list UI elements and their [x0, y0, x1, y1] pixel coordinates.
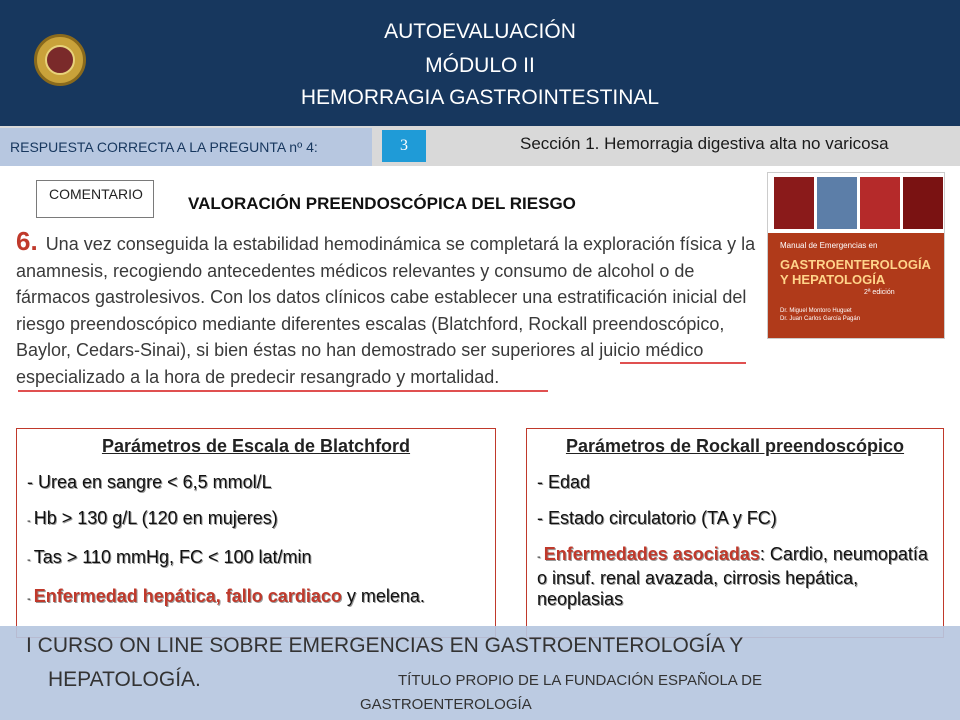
cover-photo — [903, 177, 943, 229]
page-title: VALORACIÓN PREENDOSCÓPICA DEL RIESGO — [188, 194, 576, 213]
list-item: - Hb > 130 g/L (120 en mujeres) — [27, 508, 278, 528]
comment-button[interactable]: COMENTARIO — [36, 180, 154, 218]
blatchford-title: Parámetros de Escala de Blatchford — [101, 436, 411, 456]
list-item: - Enfermedades asociadas: Cardio, neumopatía o insuf. renal avazada, cirrosis hepática, neoplasias — [537, 544, 928, 609]
excerpt-number: 6. — [16, 226, 38, 256]
header-title-line3: HEMORRAGIA GASTROINTESTINAL — [300, 86, 660, 109]
question-bar — [0, 126, 960, 166]
slide-header — [0, 0, 960, 126]
university-seal-icon — [34, 34, 86, 86]
cover-band — [768, 233, 944, 338]
footer-course-line: HEPATOLOGÍA. — [48, 668, 201, 691]
book-excerpt — [16, 228, 756, 390]
list-item: - Tas > 110 mmHg, FC < 100 lat/min — [27, 547, 312, 567]
underline-mark — [18, 390, 548, 392]
rockall-title: Parámetros de Rockall preendoscópico — [565, 436, 905, 456]
footer-course-line: I CURSO ON LINE SOBRE EMERGENCIAS EN GASTROENTEROLOGÍA Y — [26, 634, 744, 657]
excerpt-text: Una vez conseguida la estabilidad hemodinámica se completará la exploración física y la anamnesis, recogiendo antecedentes médicos relevantes y consumo de alcohol o de fármacos gastrolesivos. Con los datos clínicos cabe establecer una estratificación inicial del riesgo preendoscópico mediante diferentes escalas (Blatchford, Rockall preendoscópico, Baylor, Cedars-Sinai), si bien éstas no han demostrado ser superiores al juicio médico especializado a la hora de predecir resangrado y mortalidad. — [16, 234, 756, 387]
header-title-line1: AUTOEVALUACIÓN — [384, 20, 576, 43]
list-item: - Edad — [537, 472, 591, 492]
underline-mark — [620, 362, 746, 364]
book-author: Dr. Miguel Montoro Huguet — [780, 308, 852, 314]
slide-footer — [0, 626, 960, 720]
cover-photo — [817, 177, 857, 229]
blatchford-panel — [16, 428, 496, 638]
footer-title-line: TÍTULO PROPIO DE LA FUNDACIÓN ESPAÑOLA DE — [398, 672, 762, 689]
cover-photo — [860, 177, 900, 229]
list-item: - Urea en sangre < 6,5 mmol/L — [27, 472, 272, 492]
book-author: Dr. Juan Carlos García Pagán — [780, 316, 861, 322]
footer-title-line: GASTROENTEROLOGÍA — [360, 696, 532, 713]
cover-photo — [774, 177, 814, 229]
book-edition: 2ª edición — [864, 289, 895, 296]
question-label: RESPUESTA CORRECTA A LA PREGUNTA nº 4: — [0, 128, 372, 166]
rockall-panel — [526, 428, 944, 638]
book-title: GASTROENTEROLOGÍA Y HEPATOLOGÍA — [780, 257, 931, 287]
answer-badge: 3 — [382, 130, 426, 162]
section-title: Sección 1. Hemorragia digestiva alta no varicosa — [520, 134, 889, 153]
list-item: - Enfermedad hepática, fallo cardiaco y melena. — [27, 586, 425, 606]
header-title-line2: MÓDULO II — [425, 54, 535, 77]
list-item: - Estado circulatorio (TA y FC) — [537, 508, 777, 528]
book-cover-image — [767, 172, 945, 339]
book-authors — [780, 307, 860, 323]
book-subtitle: Manual de Emergencias en — [780, 241, 878, 250]
